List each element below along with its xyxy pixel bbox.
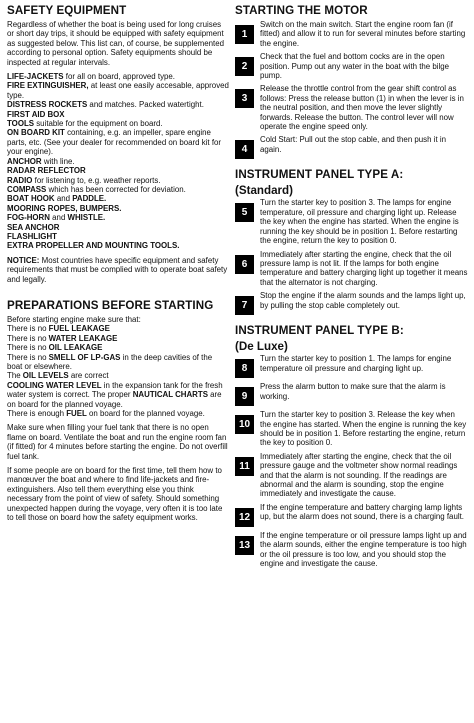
step-text: Turn the starter key to position 3. Release the key when the engine has started. When the engine is running the key should be in position 1. Before restarting the engine, return the key to position 0. [260, 410, 467, 448]
right-column [235, 4, 468, 572]
step-number-badge: 9 [235, 387, 254, 406]
list-item: ANCHOR with line. [7, 156, 75, 166]
step-number-badge: 6 [235, 255, 254, 274]
checklist-lead: Before starting engine make sure that: [7, 314, 141, 324]
step-6 [235, 250, 468, 288]
step-text: If the engine temperature or oil pressure lamps light up and the alarm sounds, either the engine temperature is too high or the oil pressure is too low, and you should stop the engine and investigate the cause. [260, 530, 467, 568]
step-number-badge: 12 [235, 508, 254, 527]
step-9 [235, 382, 468, 406]
safety-equipment-heading: SAFETY EQUIPMENT [7, 4, 127, 17]
list-item: DISTRESS ROCKETS and matches. Packed watertight. [7, 100, 204, 110]
step-text: Turn the starter key to position 1. The lamps for engine temperature oil pressure and charging light up. [260, 354, 452, 373]
step-number-badge: 10 [235, 415, 254, 434]
starting-motor-heading: STARTING THE MOTOR [235, 4, 368, 17]
step-number-badge: 13 [235, 536, 254, 555]
left-column [7, 4, 229, 528]
step-13 [235, 531, 468, 569]
step-3 [235, 84, 468, 131]
step-number-badge: 8 [235, 359, 254, 378]
step-number-badge: 1 [235, 25, 254, 44]
preparations-heading: PREPARATIONS BEFORE STARTING [7, 298, 214, 312]
preparations-checklist [7, 315, 229, 418]
panel-b-subtitle: (De Luxe) [235, 340, 288, 354]
step-text: Turn the starter key to position 3. The lamps for engine temperature, oil pressure and charging light up. Release the key when the engine has started. When the engine is running the key should be in position 1. Before restarting the engine, return the key to position 0. [260, 198, 459, 246]
step-8 [235, 354, 468, 378]
list-item: TOOLS suitable for the equipment on board. [7, 119, 163, 129]
step-7 [235, 291, 468, 315]
list-item: RADAR REFLECTOR [7, 166, 86, 176]
step-text: Switch on the main switch. Start the engine room fan (if fitted) and allow it to run for several minutes before starting the engine. [260, 20, 466, 48]
list-item: BOAT HOOK and PADDLE. [7, 194, 107, 204]
step-text: Press the alarm button to make sure that the alarm is working. [260, 382, 446, 401]
list-item: EXTRA PROPELLER AND MOUNTING TOOLS. [7, 241, 180, 251]
step-text: Immediately after starting the engine, check that the oil pressure lamp is not lit. If the lamps for both engine temperature and battery charging light up together it means that the alternator is not charging. [260, 249, 468, 287]
panel-b-heading: INSTRUMENT PANEL TYPE B: [235, 324, 404, 338]
step-text: Check that the fuel and bottom cocks are in the open position. Pump out any water in the boat with the bilge pump. [260, 52, 450, 81]
step-text: Release the throttle control from the gear shift control as follows: Press the release button (1) in when the lever is in the neutral position, and then move the lever slightly forwards. Release the button. The control lever will now operate the engine speed only. [260, 84, 464, 132]
step-number-badge: 4 [235, 140, 254, 159]
step-1 [235, 20, 468, 48]
step-number-badge: 11 [235, 457, 254, 476]
list-item: RADIO for listening to, e.g. weather reports. [7, 175, 161, 185]
step-10 [235, 410, 468, 448]
step-number-badge: 7 [235, 296, 254, 315]
step-12 [235, 503, 468, 527]
list-item: There is no FUEL LEAKAGE [7, 324, 110, 334]
safety-notice: NOTICE: Most countries have specific equipment and safety requirements that must be complied with to operate boat safety and legally. [7, 255, 228, 284]
panel-a-heading: INSTRUMENT PANEL TYPE A: [235, 168, 404, 182]
safety-intro: Regardless of whether the boat is being used for long cruises or short day trips, it should be equipped with safety equipment as suggested below. This list can, of course, be supplemented according to personal option. Safety equipments should be inspected at regular intervals. [7, 20, 224, 67]
step-5 [235, 198, 468, 245]
list-item: FLASHLIGHT [7, 231, 57, 241]
list-item: ON BOARD KIT containing, e.g. an impeller, spare engine parts, etc. (See your dealer for recommended on board kit for your engine). [7, 128, 222, 157]
list-item: The OIL LEVELS are correct [7, 371, 109, 381]
step-11 [235, 452, 468, 499]
list-item: There is no WATER LEAKAGE [7, 333, 118, 343]
list-item: COOLING WATER LEVEL in the expansion tank for the fresh water system is correct. The proper NAUTICAL CHARTS are on board for the planned voyage. [7, 380, 223, 409]
list-item: FIRE EXTINGUISHER, at least one easily accesable, approved type. [7, 81, 229, 100]
step-text: Stop the engine if the alarm sounds and the lamps light up, by pulling the stop cable completely out. [260, 291, 466, 310]
list-item: There is enough FUEL on board for the planned voyage. [7, 409, 205, 419]
step-number-badge: 2 [235, 57, 254, 76]
step-number-badge: 5 [235, 203, 254, 222]
step-text: If the engine temperature and battery charging lamp lights up, but the alarm does not sound, there is a charging fault. [260, 502, 464, 522]
step-text: Immediately after starting the engine, check that the oil pressure gauge and the voltmeter show normal readings and that the alarm is not sounding. If the readings are abnormal and the alarm is sounding, stop the engine immediately and investigate the cause. [260, 451, 458, 499]
list-item: FIRST AID BOX [7, 109, 65, 119]
safety-equipment-list [7, 72, 229, 251]
list-item: LIFE-JACKETS for all on board, approved type. [7, 72, 175, 82]
step-number-badge: 3 [235, 89, 254, 108]
list-item: There is no SMELL OF LP-GAS in the deep cavities of the boat or elsewhere. [7, 352, 213, 371]
list-item: SEA ANCHOR [7, 222, 60, 232]
panel-a-subtitle: (Standard) [235, 184, 293, 198]
list-item: There is no OIL LEAKAGE [7, 343, 103, 353]
step-4 [235, 135, 468, 159]
step-2 [235, 52, 468, 80]
list-item: COMPASS which has been corrected for deviation. [7, 184, 186, 194]
list-item: FOG-HORN and WHISTLE. [7, 213, 106, 223]
passenger-briefing-note: If some people are on board for the first time, tell them how to manœuver the boat and where to find life-jackets and fire-extinguishers. Also tell them everything else you think necessary from the point of view of safety. Should something unexpected happen during the voyage, very often it is too late to tell those on board how the safety equipment works. [7, 466, 223, 523]
step-text: Cold Start: Pull out the stop cable, and then push it in again. [260, 135, 446, 154]
fuel-filling-note: Make sure when filling your fuel tank that there is no open flame on board. Ventilate the boat and run the engine room fan (if fitted) for 4 minutes before starting the engine. Do not overfill fuel tank. [7, 423, 228, 461]
list-item: MOORING ROPES, BUMPERS. [7, 203, 122, 213]
